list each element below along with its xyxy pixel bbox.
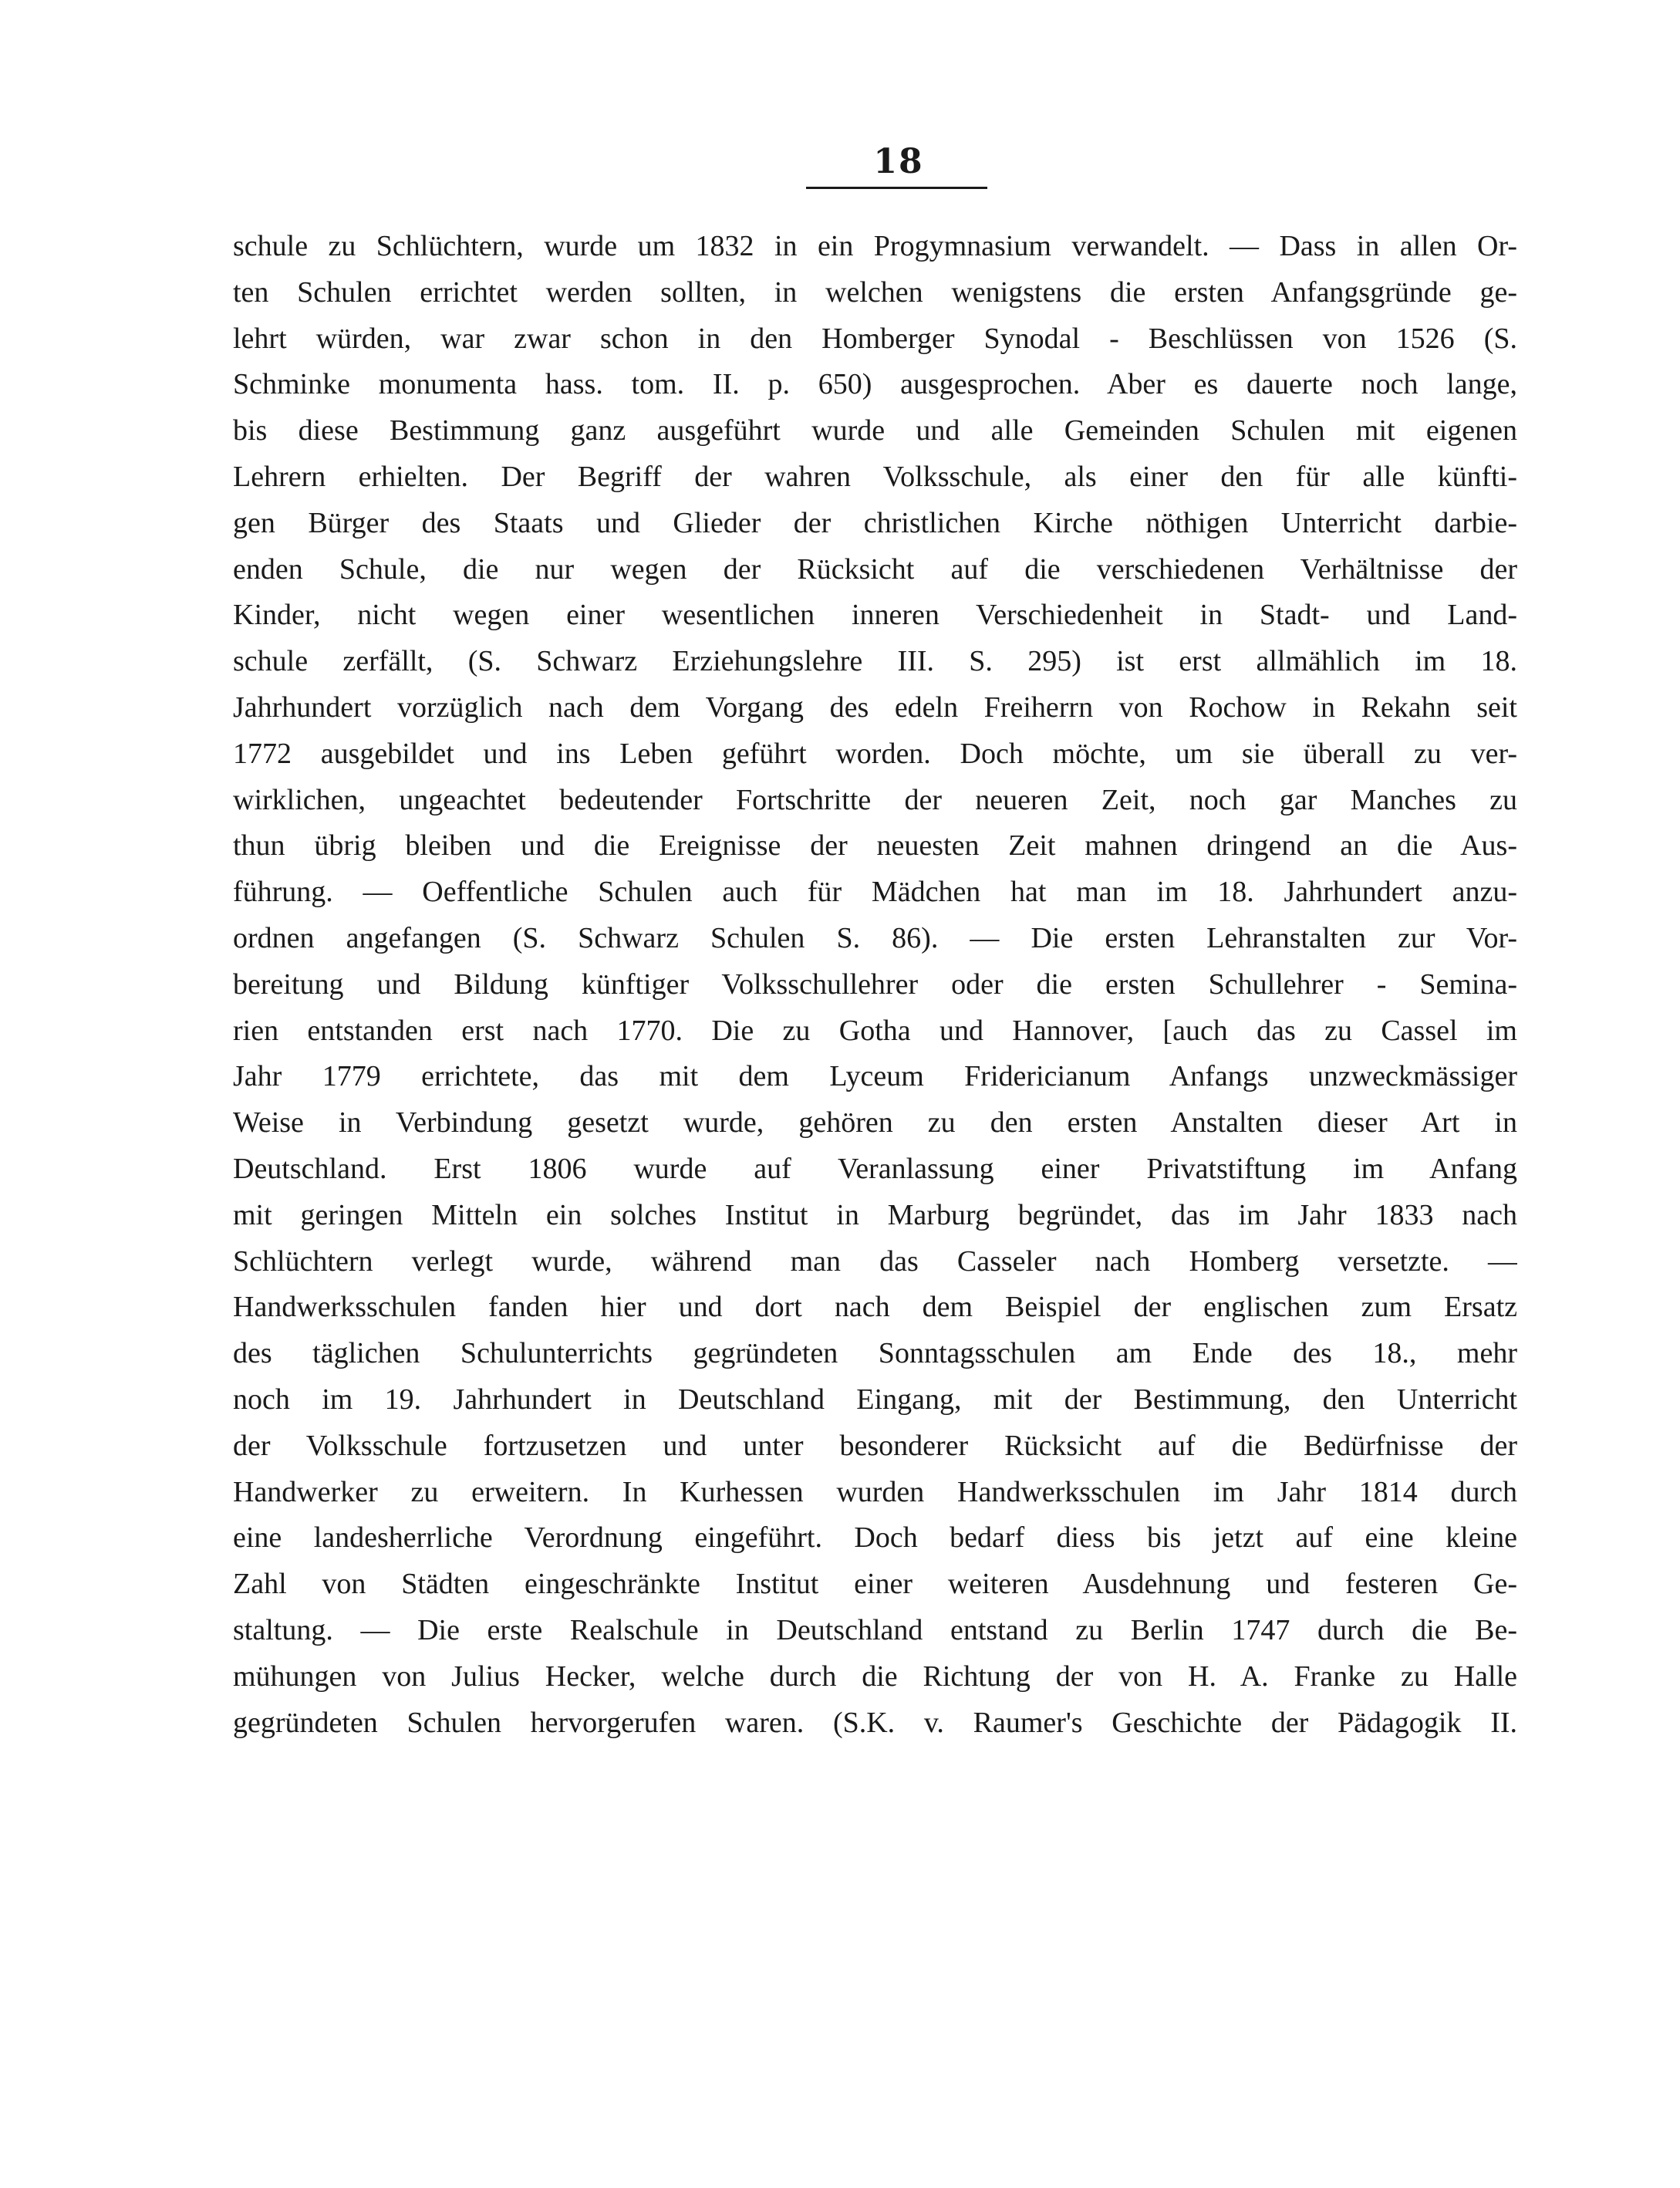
text-line: schule zu Schlüchtern, wurde um 1832 in ein Progymnasium verwandelt. — Dass in allen Or- (233, 230, 1517, 262)
text-line: mit geringen Mitteln ein solches Institut in Marburg begründet, das im Jahr 1833 nach (233, 1198, 1517, 1231)
text-line: rien entstanden erst nach 1770. Die zu Gotha und Hannover, [auch das zu Cassel im (233, 1014, 1517, 1047)
text-line: lehrt würden, war zwar schon in den Homberger Synodal - Beschlüssen von 1526 (S. (233, 322, 1517, 355)
text-line: eine landesherrliche Verordnung eingeführt. Doch bedarf diess bis jetzt auf eine kleine (233, 1521, 1517, 1555)
text-line: Handwerksschulen fanden hier und dort nach dem Beispiel der englischen zum Ersatz (233, 1291, 1517, 1324)
text-line: führung. — Oeffentliche Schulen auch für Mädchen hat man im 18. Jahrhundert anzu- (233, 876, 1517, 909)
body-text (233, 224, 1517, 1746)
text-line: Schlüchtern verlegt wurde, während man das Casseler nach Homberg versetzte. — (233, 1244, 1517, 1278)
text-line: ten Schulen errichtet werden sollten, in welchen wenigstens die ersten Anfangsgründe ge- (233, 275, 1517, 309)
text-line: schule zerfällt, (S. Schwarz Erziehungslehre III. S. 295) ist erst allmählich im 18. (233, 645, 1517, 678)
text-line: der Volksschule fortzusetzen und unter besonderer Rücksicht auf die Bedürfnisse der (233, 1429, 1517, 1462)
text-line: noch im 19. Jahrhundert in Deutschland Eingang, mit der Bestimmung, den Unterricht (233, 1383, 1517, 1416)
text-line: Jahr 1779 errichtete, das mit dem Lyceum Fridericianum Anfangs unzweckmässiger (233, 1060, 1517, 1093)
text-line: bis diese Bestimmung ganz ausgeführt wurde und alle Gemeinden Schulen mit eigenen (233, 414, 1517, 447)
text-line: enden Schule, die nur wegen der Rücksicht auf die verschiedenen Verhältnisse der (233, 552, 1517, 586)
text-line: Handwerker zu erweitern. In Kurhessen wurden Handwerksschulen im Jahr 1814 durch (233, 1475, 1517, 1508)
text-line: des täglichen Schulunterrichts gegründeten Sonntagsschulen am Ende des 18., mehr (233, 1337, 1517, 1370)
text-line: gegründeten Schulen hervorgerufen waren. (S.K. v. Raumer's Geschichte der Pädagogik II. (233, 1706, 1517, 1739)
text-line: Deutschland. Erst 1806 wurde auf Veranlassung einer Privatstiftung im Anfang (233, 1152, 1517, 1185)
text-line: Kinder, nicht wegen einer wesentlichen inneren Verschiedenheit in Stadt- und Land- (233, 599, 1517, 632)
text-line: mühungen von Julius Hecker, welche durch die Richtung der von H. A. Franke zu Halle (233, 1660, 1517, 1693)
text-line: Jahrhundert vorzüglich nach dem Vorgang des edeln Freiherrn von Rochow in Rekahn seit (233, 691, 1517, 724)
text-line: 1772 ausgebildet und ins Leben geführt worden. Doch möchte, um sie überall zu ver- (233, 737, 1517, 770)
header-rule (806, 187, 987, 189)
text-line: wirklichen, ungeachtet bedeutender Fortschritte der neueren Zeit, noch gar Manches zu (233, 783, 1517, 816)
text-line: ordnen angefangen (S. Schwarz Schulen S. 86). — Die ersten Lehranstalten zur Vor- (233, 921, 1517, 954)
text-line: bereitung und Bildung künftiger Volksschullehrer oder die ersten Schullehrer - Semina- (233, 967, 1517, 1001)
text-line: Lehrern erhielten. Der Begriff der wahren Volksschule, als einer den für alle künfti- (233, 460, 1517, 493)
text-line: Zahl von Städten eingeschränkte Institut einer weiteren Ausdehnung und festeren Ge- (233, 1568, 1517, 1601)
page-number: 18 (873, 142, 924, 181)
text-line: thun übrig bleiben und die Ereignisse der neuesten Zeit mahnen dringend an die Aus- (233, 829, 1517, 863)
text-line: gen Bürger des Staats und Glieder der christlichen Kirche nöthigen Unterricht darbie- (233, 506, 1517, 539)
text-line: staltung. — Die erste Realschule in Deutschland entstand zu Berlin 1747 durch die Be- (233, 1613, 1517, 1646)
text-line: Schminke monumenta hass. tom. II. p. 650) ausgesprochen. Aber es dauerte noch lange, (233, 368, 1517, 401)
text-line: Weise in Verbindung gesetzt wurde, gehören zu den ersten Anstalten dieser Art in (233, 1106, 1517, 1140)
